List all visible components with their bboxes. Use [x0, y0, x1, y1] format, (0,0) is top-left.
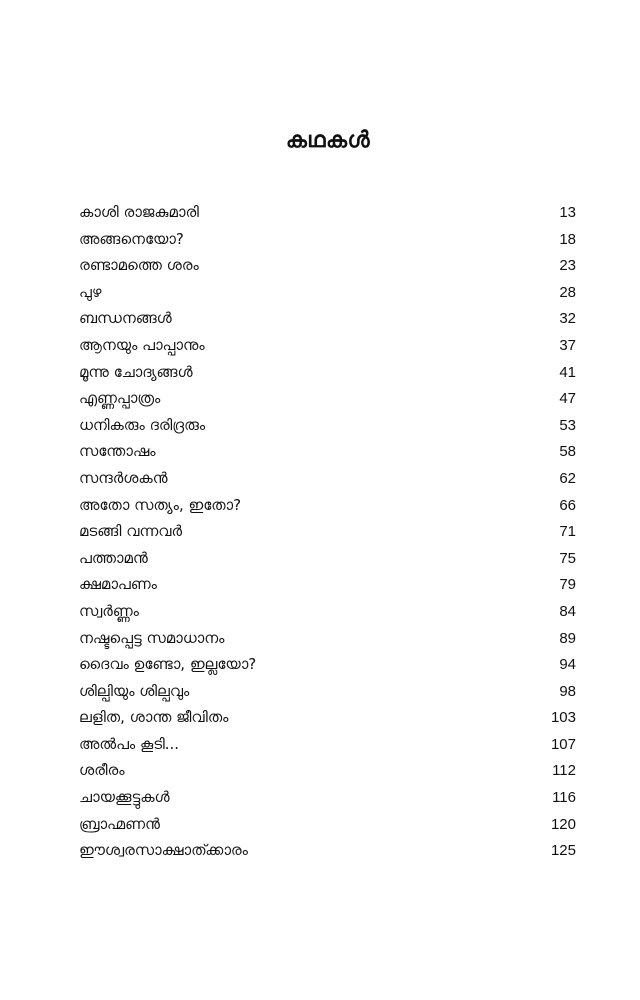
- toc-entry-page: 89: [559, 629, 576, 647]
- toc-entry-title: ലളിത, ശാന്ത ജീവിതം: [79, 708, 229, 727]
- toc-entry-page: 53: [559, 416, 576, 434]
- toc-entry-page: 107: [550, 735, 576, 753]
- toc-entry-page: 125: [550, 842, 576, 860]
- toc-entry-title: ശരീരം: [79, 761, 125, 780]
- toc-entry-title: മൂന്നു ചോദ്യങ്ങൾ: [79, 362, 193, 381]
- toc-entry-page: 58: [559, 443, 576, 461]
- page-title: കഥകൾ: [285, 128, 371, 153]
- toc-entry[interactable]: [79, 492, 576, 519]
- toc-entry-title: ദൈവം ഉണ്ടോ, ഇല്ലയോ?: [79, 655, 257, 674]
- toc-entry-title: അതോ സത്യം, ഇതോ?: [79, 495, 242, 514]
- toc-entry[interactable]: [79, 678, 576, 705]
- toc-entry-title: പത്താമൻ: [79, 548, 148, 567]
- toc-entry-title: എണ്ണപ്പാത്രം: [79, 389, 161, 408]
- toc-entry[interactable]: [79, 438, 576, 465]
- toc-entry[interactable]: [79, 571, 576, 598]
- toc-entry-title: സ്വർണ്ണം: [79, 601, 139, 620]
- toc-entry[interactable]: [79, 518, 576, 545]
- toc-entry-page: 41: [559, 363, 576, 381]
- toc-entry-title: കാശി രാജകുമാരി: [79, 203, 199, 221]
- toc-entry-title: അങ്ങനെയോ?: [79, 229, 184, 248]
- toc-entry-title: നഷ്ടപ്പെട്ട സമാധാനം: [79, 628, 225, 647]
- toc-entry-page: 116: [552, 789, 576, 807]
- toc-entry-page: 75: [559, 549, 576, 567]
- toc-entry-page: 37: [559, 336, 576, 354]
- toc-entry[interactable]: [79, 252, 576, 279]
- toc-entry[interactable]: [79, 598, 576, 625]
- toc-entry-page: 13: [559, 204, 576, 221]
- toc-entry-title: ശില്പിയും ശില്പവും: [79, 681, 190, 700]
- toc-entry[interactable]: [79, 731, 576, 758]
- toc-entry-title: ധനികരും ദരിദ്രരും: [79, 415, 206, 434]
- toc-entry-page: 23: [559, 257, 576, 275]
- toc-entry[interactable]: [79, 465, 576, 492]
- toc-entry[interactable]: [79, 651, 576, 678]
- toc-entry[interactable]: [79, 837, 576, 864]
- toc-entry[interactable]: [79, 385, 576, 412]
- toc-entry[interactable]: [79, 625, 576, 652]
- toc-entry[interactable]: [79, 199, 576, 226]
- toc-entry-page: 32: [559, 310, 576, 328]
- toc-entry-page: 98: [559, 682, 576, 700]
- toc-entry[interactable]: [79, 784, 576, 811]
- toc-entry-page: 28: [559, 283, 576, 301]
- toc-entry-page: 47: [559, 390, 576, 408]
- toc-entry-page: 112: [552, 762, 576, 780]
- toc-entry[interactable]: [79, 226, 576, 253]
- toc-entry[interactable]: [79, 412, 576, 439]
- toc-entry-title: ആനയും പാപ്പാനും: [79, 335, 205, 354]
- toc-entry-title: ഈശ്വരസാക്ഷാത്ക്കാരം: [79, 841, 248, 860]
- toc-entry-page: 94: [559, 656, 576, 674]
- toc-entry-page: 66: [559, 496, 576, 514]
- toc-entry-title: സന്ദർശകൻ: [79, 468, 168, 487]
- toc-list: [79, 199, 576, 864]
- toc-entry-page: 18: [559, 230, 576, 248]
- toc-entry-page: 62: [559, 469, 576, 487]
- toc-entry-title: പുഴ: [79, 282, 102, 301]
- toc-entry[interactable]: [79, 811, 576, 838]
- toc-entry-title: രണ്ടാമത്തെ ശരം: [79, 256, 199, 275]
- toc-entry-page: 120: [550, 815, 576, 833]
- toc-entry-title: മടങ്ങി വന്നവർ: [79, 522, 182, 541]
- toc-entry[interactable]: [79, 359, 576, 386]
- toc-entry-title: ബന്ധനങ്ങൾ: [79, 309, 172, 328]
- toc-entry-title: സന്തോഷം: [79, 442, 156, 461]
- toc-entry-page: 71: [559, 523, 576, 541]
- toc-entry-title: അൽപം കൂടി...: [79, 734, 180, 753]
- toc-entry[interactable]: [79, 704, 576, 731]
- toc-entry[interactable]: [79, 545, 576, 572]
- toc-entry-page: 103: [550, 709, 576, 727]
- toc-entry[interactable]: [79, 757, 576, 784]
- toc-entry-page: 79: [559, 576, 576, 594]
- toc-entry[interactable]: [79, 332, 576, 359]
- toc-entry-title: ക്ഷമാപണം: [79, 575, 157, 594]
- toc-entry-title: ചായക്കൂട്ടുകൾ: [79, 788, 170, 807]
- toc-entry-title: ബ്രാഹ്മണൻ: [79, 814, 160, 833]
- toc-entry[interactable]: [79, 279, 576, 306]
- toc-entry[interactable]: [79, 305, 576, 332]
- toc-entry-page: 84: [559, 602, 576, 620]
